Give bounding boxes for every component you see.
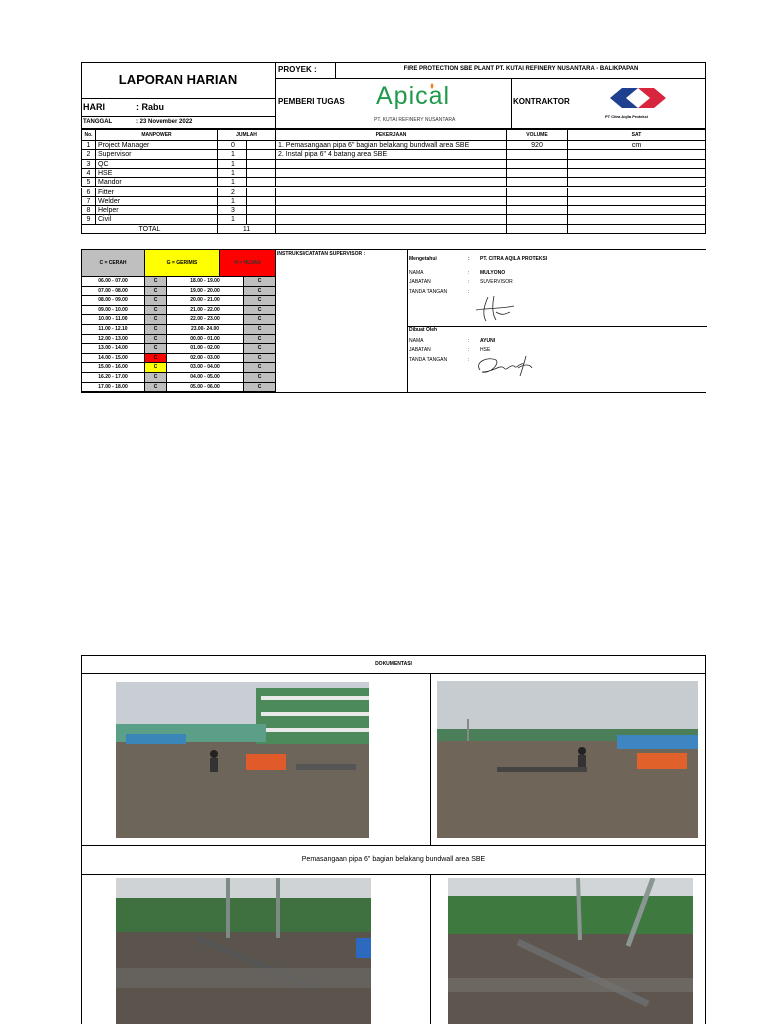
header-pekerjaan: PEKERJAAN — [276, 129, 507, 141]
weather-time: 21.00 - 22.00 — [167, 306, 244, 316]
volume-cell: 920 — [507, 141, 568, 150]
dibuat-label: Dibuat Oleh — [409, 327, 438, 333]
jumlah-divider — [246, 141, 247, 150]
manpower-role: Welder — [96, 197, 218, 206]
weather-code: C — [244, 335, 276, 345]
report-title: LAPORAN HARIAN — [118, 72, 238, 87]
volume-cell — [507, 215, 568, 224]
manpower-count: 2 — [218, 188, 276, 197]
weather-time: 23.00- 24.00 — [167, 325, 244, 335]
manpower-no: 6 — [81, 188, 96, 197]
weather-code: C — [244, 354, 276, 364]
manpower-row — [81, 141, 706, 150]
volume-cell — [507, 169, 568, 178]
manpower-no: 9 — [81, 215, 96, 224]
sat-cell — [568, 150, 706, 159]
manpower-no: 5 — [81, 178, 96, 187]
upper-bottom-border — [81, 392, 706, 393]
sat-cell: cm — [568, 141, 706, 150]
weather-time: 11.00 - 12.10 — [81, 325, 145, 335]
jumlah-divider — [246, 188, 247, 197]
total-value: 11 — [218, 225, 276, 234]
proyek-value-cell — [336, 62, 706, 79]
weather-code: C — [244, 296, 276, 306]
weather-code: C — [145, 363, 167, 373]
dokumentasi-title-cell — [81, 655, 706, 674]
weather-code: C — [145, 344, 167, 354]
pekerjaan-cell — [276, 188, 507, 197]
mengetahui-company: PT. CITRA AQILA PROTEKSI — [480, 256, 548, 262]
proyek-value: FIRE PROTECTION SBE PLANT PT. KUTAI REFINERY NUSANTARA - BALIKPAPAN — [403, 66, 639, 72]
site-photo-2 — [437, 681, 698, 838]
signature-panel: Mengetahui : PT. CITRA AQILA PROTEKSI NAMA : MULYONO JABATAN : SUVERVISOR TANDA TANGAN : Dibuat Oleh NAMA : AYUNI JABATAN : HSE TANDA TANGAN : — [407, 249, 706, 392]
weather-code: C — [244, 287, 276, 297]
weather-code: C — [244, 325, 276, 335]
contractor-logo-caption: PT Citra Aqila Proteksi — [605, 114, 648, 119]
weather-time: 19.00 - 20.00 — [167, 287, 244, 297]
proyek-label: PROYEK : — [278, 65, 317, 74]
manpower-role: QC — [96, 160, 218, 169]
volume-cell — [507, 150, 568, 159]
manpower-no: 3 — [81, 160, 96, 169]
total-blank — [276, 225, 507, 234]
header-volume: VOLUME — [507, 129, 568, 141]
site-photo-1 — [116, 682, 369, 838]
instruksi-label: INSTRUKSI/CATATAN SUPERVISOR : — [277, 251, 366, 257]
manpower-count: 1 — [218, 160, 276, 169]
sat-cell — [568, 188, 706, 197]
title-cell — [81, 62, 276, 98]
jumlah-divider — [246, 197, 247, 206]
manpower-count: 3 — [218, 206, 276, 215]
hari-value: : Rabu — [136, 102, 164, 112]
weather-time: 22.00 - 23.00 — [167, 315, 244, 325]
manpower-no: 7 — [81, 197, 96, 206]
weather-code: C — [244, 383, 276, 393]
site-photo-4 — [448, 878, 693, 1024]
sat-cell — [568, 197, 706, 206]
manpower-role: Supervisor — [96, 150, 218, 159]
pekerjaan-cell: 2. Instal pipa 6" 4 batang area SBE — [276, 150, 507, 159]
manpower-no: 2 — [81, 150, 96, 159]
signature-divider — [408, 326, 707, 327]
apical-subtitle: PT. KUTAI REFINERY NUSANTARA — [374, 117, 456, 123]
site-photo-3 — [116, 878, 371, 1024]
apical-logo-text: Apical — [376, 82, 451, 110]
jumlah-divider — [246, 150, 247, 159]
sat-cell — [568, 178, 706, 187]
manpower-no: 1 — [81, 141, 96, 150]
pemberi-tugas-label: PEMBERI TUGAS — [278, 97, 345, 106]
weather-code: C — [145, 296, 167, 306]
weather-time: 02.00 - 03.00 — [167, 354, 244, 364]
weather-time: 00.00 - 01.00 — [167, 335, 244, 345]
manpower-count: 1 — [218, 150, 276, 159]
weather-time: 10.00 - 11.00 — [81, 315, 145, 325]
manpower-no: 8 — [81, 206, 96, 215]
kontraktor-cell — [511, 79, 706, 129]
signature-mulyono — [470, 294, 520, 324]
total-label: TOTAL — [81, 225, 218, 234]
weather-time: 04.00 - 05.00 — [167, 373, 244, 383]
pekerjaan-cell — [276, 160, 507, 169]
manpower-role: Civil — [96, 215, 218, 224]
manpower-count: 1 — [218, 178, 276, 187]
mengetahui-sep: : — [468, 256, 470, 262]
sat-cell — [568, 206, 706, 215]
weather-time: 12.00 - 13.00 — [81, 335, 145, 345]
contractor-logo — [608, 86, 668, 110]
manpower-role: Fitter — [96, 188, 218, 197]
tanggal-cell — [81, 116, 276, 129]
hari-cell — [81, 98, 276, 116]
mengetahui-nama-label: NAMA — [409, 270, 424, 276]
weather-time: 01.00 - 02.00 — [167, 344, 244, 354]
manpower-row — [81, 178, 706, 187]
header-sat: SAT — [568, 129, 706, 141]
dibuat-jabatan-label: JABATAN — [409, 347, 431, 353]
instruksi-cell — [276, 249, 407, 392]
pemberi-tugas-cell — [276, 79, 511, 129]
weather-time: 17.00 - 18.00 — [81, 383, 145, 393]
weather-code: C — [244, 373, 276, 383]
header-manpower: MANPOWER — [96, 129, 218, 141]
pekerjaan-cell — [276, 215, 507, 224]
weather-code: C — [145, 383, 167, 393]
manpower-total-row — [81, 225, 706, 234]
total-blank — [568, 225, 706, 234]
weather-code: C — [145, 373, 167, 383]
sat-cell — [568, 215, 706, 224]
sat-cell — [568, 160, 706, 169]
weather-code: C — [145, 315, 167, 325]
manpower-role: Mandor — [96, 178, 218, 187]
caption-row — [81, 846, 706, 875]
mengetahui-nama: MULYONO — [480, 270, 506, 276]
photo-row-1-divider — [430, 674, 431, 846]
mengetahui-label: Mengetahui — [409, 256, 437, 262]
weather-code: C — [244, 315, 276, 325]
volume-cell — [507, 188, 568, 197]
jumlah-divider — [246, 215, 247, 224]
dibuat-nama-label: NAMA — [409, 338, 424, 344]
weather-table — [81, 249, 276, 392]
weather-time: 09.00 - 10.00 — [81, 306, 145, 316]
weather-code: C — [145, 354, 167, 364]
manpower-row — [81, 169, 706, 178]
weather-code: C — [145, 287, 167, 297]
manpower-row — [81, 206, 706, 215]
weather-code: C — [145, 335, 167, 345]
photo-row-2-divider — [430, 875, 431, 1024]
pekerjaan-cell: 1. Pemasangaan pipa 6" bagian belakang bundwall area SBE — [276, 141, 507, 150]
dibuat-jabatan: HSE — [480, 347, 491, 353]
proyek-label-cell — [276, 62, 336, 79]
weather-code: C — [244, 344, 276, 354]
weather-code: C — [145, 325, 167, 335]
weather-code: C — [244, 363, 276, 373]
manpower-role: HSE — [96, 169, 218, 178]
manpower-role: Project Manager — [96, 141, 218, 150]
manpower-table — [81, 129, 706, 249]
weather-time: 20.00 - 21.00 — [167, 296, 244, 306]
total-blank — [507, 225, 568, 234]
jumlah-divider — [246, 206, 247, 215]
kontraktor-label: KONTRAKTOR — [513, 97, 570, 106]
volume-cell — [507, 178, 568, 187]
pekerjaan-cell — [276, 206, 507, 215]
dokumentasi-title: DOKUMENTASI — [375, 661, 412, 667]
weather-time: 16.20 - 17.00 — [81, 373, 145, 383]
weather-time: 08.00 - 09.00 — [81, 296, 145, 306]
weather-time: 05.00 - 06.00 — [167, 383, 244, 393]
jumlah-divider — [246, 169, 247, 178]
volume-cell — [507, 160, 568, 169]
hari-label: HARI — [83, 102, 105, 112]
tanggal-value: : 23 November 2022 — [136, 119, 193, 125]
mengetahui-ttd-label: TANDA TANGAN — [409, 289, 448, 295]
manpower-row — [81, 160, 706, 169]
weather-code: C — [145, 306, 167, 316]
weather-time: 03.00 - 04.00 — [167, 363, 244, 373]
manpower-row — [81, 188, 706, 197]
dokumentasi-caption: Pemasangaan pipa 6" bagian belakang bundwall area SBE — [301, 856, 486, 863]
manpower-row — [81, 150, 706, 159]
pekerjaan-cell — [276, 169, 507, 178]
volume-cell — [507, 197, 568, 206]
weather-time: 15.00 - 16.00 — [81, 363, 145, 373]
mengetahui-jabatan: SUVERVISOR — [480, 279, 513, 285]
weather-time: 06.00 - 07.00 — [81, 277, 145, 287]
weather-time: 18.00 - 19.00 — [167, 277, 244, 287]
dibuat-ttd-label: TANDA TANGAN — [409, 357, 448, 363]
legend-hujan: H = HUJAN — [220, 249, 276, 277]
weather-code: C — [244, 306, 276, 316]
header-no: No. — [81, 129, 96, 141]
legend-cerah: C = CERAH — [81, 249, 145, 277]
apical-logo — [374, 81, 484, 111]
tanggal-label: TANGGAL — [83, 119, 113, 125]
manpower-count: 1 — [218, 215, 276, 224]
manpower-count: 1 — [218, 169, 276, 178]
manpower-role: Helper — [96, 206, 218, 215]
mengetahui-jabatan-label: JABATAN — [409, 279, 431, 285]
manpower-count: 0 — [218, 141, 276, 150]
weather-code: C — [244, 277, 276, 287]
header-jumlah: JUMLAH — [218, 129, 276, 141]
jumlah-divider — [246, 160, 247, 169]
manpower-row — [81, 197, 706, 206]
signature-ayuni — [470, 350, 540, 382]
manpower-count: 1 — [218, 197, 276, 206]
pekerjaan-cell — [276, 197, 507, 206]
manpower-row — [81, 215, 706, 224]
dibuat-nama: AYUNI — [480, 338, 496, 344]
weather-time: 07.00 - 08.00 — [81, 287, 145, 297]
weather-code: C — [145, 277, 167, 287]
pekerjaan-cell — [276, 178, 507, 187]
manpower-no: 4 — [81, 169, 96, 178]
weather-time: 13.00 - 14.00 — [81, 344, 145, 354]
legend-gerimis: G = GERIMIS — [145, 249, 220, 277]
jumlah-divider — [246, 178, 247, 187]
volume-cell — [507, 206, 568, 215]
weather-time: 14.00 - 15.00 — [81, 354, 145, 364]
sat-cell — [568, 169, 706, 178]
